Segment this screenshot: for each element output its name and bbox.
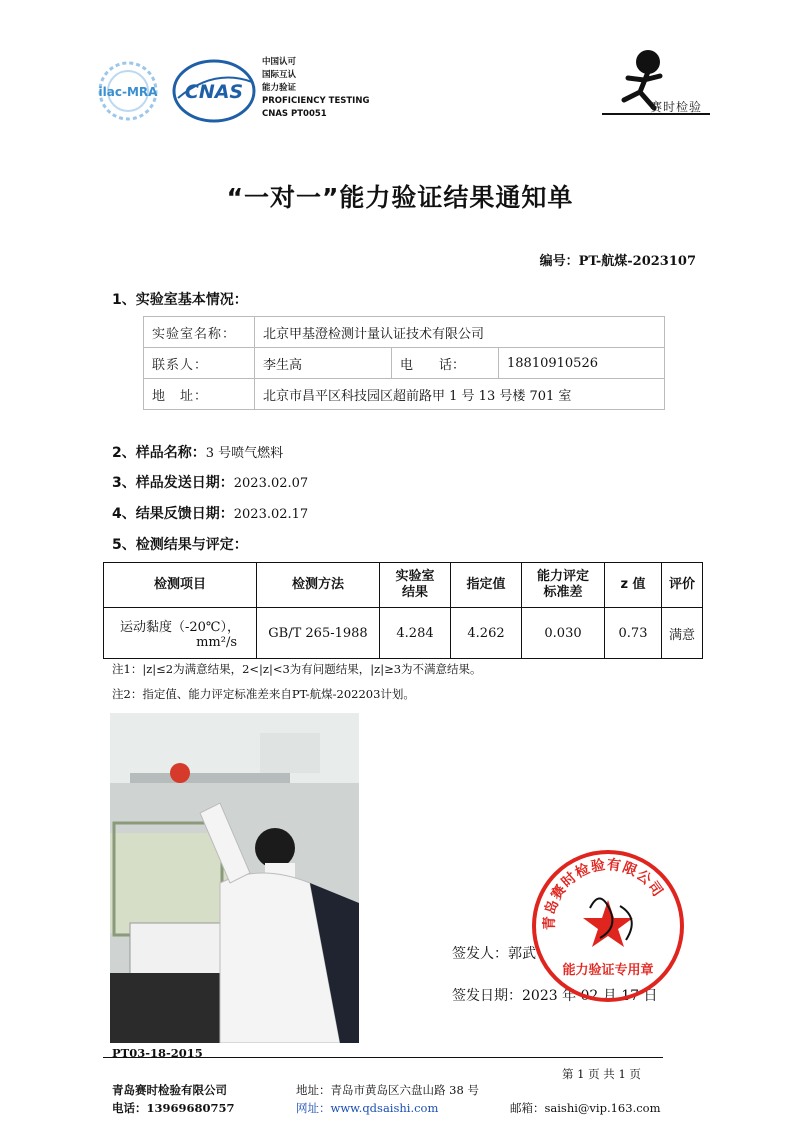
cnas-line: PROFICIENCY TESTING (262, 96, 370, 106)
issuer-label: 签发人： (452, 946, 508, 962)
sample-name-row (112, 442, 283, 462)
assigned-value-cell: 4.262 (451, 608, 522, 659)
table-row (144, 379, 665, 410)
address-label: 地 址： (144, 379, 255, 410)
std-dev-cell: 0.030 (522, 608, 605, 659)
lab-photo-illustration (110, 713, 359, 1043)
table-header-row (104, 563, 703, 608)
table-row (144, 348, 665, 379)
header-z-value: z 值 (605, 563, 662, 608)
table-row (104, 608, 703, 659)
item-line1: 运动黏度（-20℃）， (120, 620, 240, 635)
issue-date-value: 2023 年 02 月 17 日 (522, 988, 658, 1004)
address-value: 北京市昌平区科技园区超前路甲 1 号 13 号楼 701 室 (255, 379, 665, 410)
footer-website (296, 1100, 438, 1116)
lab-name-value: 北京甲基澄检测计量认证技术有限公司 (255, 317, 665, 348)
send-date-row (112, 472, 308, 492)
lab-info-table (143, 316, 665, 410)
header-assigned-value: 指定值 (451, 563, 522, 608)
note-2: 注2：指定值、能力评定标准差来自PT-航煤-202203计划。 (112, 687, 415, 701)
header-method: 检测方法 (257, 563, 380, 608)
footer-address: 地址：青岛市黄岛区六盘山路 38 号 (296, 1083, 479, 1097)
send-date-label: 3、样品发送日期： (112, 475, 234, 491)
header-item: 检测项目 (104, 563, 257, 608)
table-row (144, 317, 665, 348)
cnas-accreditation-text (262, 56, 369, 121)
sample-name-label: 2、样品名称： (112, 445, 206, 461)
results-table (103, 562, 703, 659)
lab-photo (110, 713, 359, 1043)
results-heading (112, 534, 248, 554)
cnas-line: CNAS PT0051 (262, 109, 327, 119)
feedback-date-value: 2023.02.17 (233, 507, 309, 522)
lab-info-heading-text: 1、实验室基本情况： (112, 292, 248, 308)
page-title: “一对一”能力验证结果通知单 (226, 183, 574, 212)
cnas-line: 国际互认 (262, 70, 297, 80)
lab-result-cell: 4.284 (380, 608, 451, 659)
lab-name-label: 实验室名称： (144, 317, 255, 348)
cnas-line: 能力验证 (262, 83, 297, 93)
page-indicator: 第 1 页 共 1 页 (562, 1067, 641, 1081)
ilac-logo-text: ilac-MRA (98, 85, 158, 99)
contact-label: 联系人： (144, 348, 255, 379)
company-logo-text: 赛时检验 (650, 100, 703, 114)
document-number: 编号：PT-航煤-2023107 (539, 254, 696, 269)
item-line2: mm²/s (196, 635, 237, 650)
cnas-logo-text: CNAS (184, 81, 244, 103)
ilac-mra-logo (90, 60, 166, 122)
issue-date-label: 签发日期： (452, 988, 522, 1004)
header-evaluation: 评价 (662, 563, 703, 608)
phone-value: 18810910526 (499, 348, 665, 379)
item-cell (104, 608, 257, 659)
footer-company: 青岛赛时检验有限公司 (112, 1083, 227, 1097)
official-red-seal (530, 848, 686, 1004)
header-lab-result: 实验室 结果 (380, 563, 451, 608)
stamp-purpose-text: 能力验证专用章 (562, 963, 654, 978)
note-1: 注1：|z|≤2为满意结果，2<|z|<3为有问题结果，|z|≥3为不满意结果。 (112, 662, 482, 676)
footer-phone: 电话：13969680757 (112, 1101, 235, 1115)
cnas-line: 中国认可 (262, 57, 297, 67)
cnas-logo (172, 58, 256, 124)
evaluation-cell: 满意 (662, 608, 703, 659)
method-cell: GB/T 265-1988 (257, 608, 380, 659)
contact-value: 李生高 (255, 348, 392, 379)
feedback-date-row (112, 503, 308, 523)
feedback-date-label: 4、结果反馈日期： (112, 506, 234, 522)
results-heading-text: 5、检测结果与评定： (112, 537, 248, 553)
website-text[interactable]: 网址：www.qdsaishi.com (296, 1101, 439, 1115)
issuer-row (452, 943, 536, 963)
z-value-cell: 0.73 (605, 608, 662, 659)
lab-info-heading (112, 289, 248, 309)
send-date-value: 2023.02.07 (233, 476, 309, 491)
issuer-name: 郭武 (508, 946, 536, 962)
phone-label: 电 话： (392, 348, 499, 379)
stamp-company-text: 青岛赛时检验有限公司 (541, 857, 667, 931)
form-number: PT03-18-2015 (112, 1046, 203, 1060)
footer-email[interactable]: 邮箱：saishi@vip.163.com (510, 1101, 661, 1115)
sample-name-value: 3 号喷气燃料 (205, 446, 284, 461)
header-std-dev: 能力评定 标准差 (522, 563, 605, 608)
